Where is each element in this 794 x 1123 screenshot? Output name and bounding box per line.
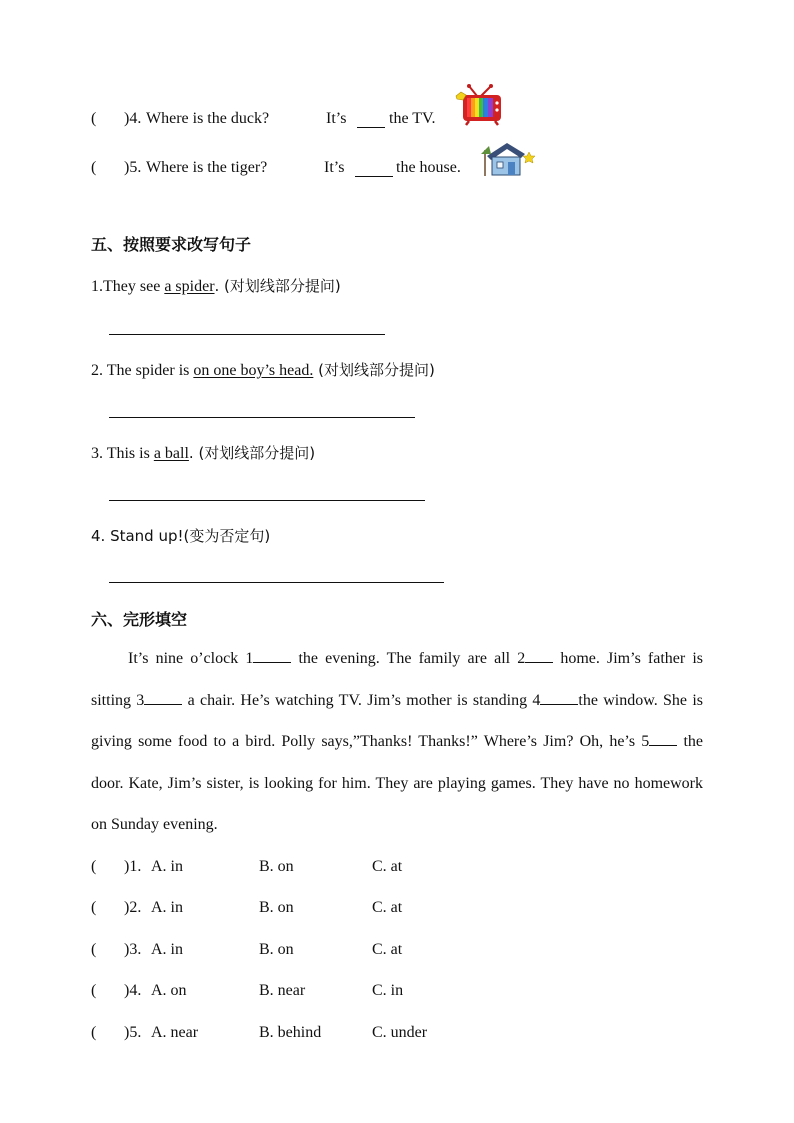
underlined-phrase: on one boy’s head. — [193, 362, 314, 379]
cloze-blank-1[interactable] — [253, 648, 291, 663]
option-b[interactable]: B. near — [259, 982, 306, 999]
question-text: Where is the duck? — [146, 110, 270, 127]
rewrite-item-2 — [91, 359, 435, 380]
option-c[interactable]: C. under — [372, 1024, 428, 1041]
rewrite-item-3 — [91, 442, 315, 463]
answer-suffix: the house. — [396, 159, 461, 176]
question-number: )4. — [124, 110, 142, 127]
question-number: )5. — [124, 159, 142, 176]
option-a[interactable]: A. in — [151, 941, 183, 958]
instruction: . (对划线部分提问) — [214, 277, 341, 295]
cloze-passage — [91, 638, 703, 846]
cloze-blank-2[interactable] — [525, 648, 553, 663]
open-paren: ( — [91, 941, 97, 958]
question-text: Where is the tiger? — [146, 159, 268, 176]
question-number: )5. — [124, 1024, 142, 1041]
option-a[interactable]: A. in — [151, 858, 183, 875]
open-paren: ( — [91, 982, 97, 999]
answer-suffix: the TV. — [389, 110, 436, 127]
option-a[interactable]: A. near — [151, 1024, 199, 1041]
answer-prefix: It’s — [324, 159, 345, 176]
answer-blank[interactable] — [357, 113, 385, 128]
answer-blank[interactable] — [355, 162, 393, 177]
rewrite-prefix: 4. Stand up!(变为否定句) — [91, 527, 271, 545]
rewrite-prefix: 3. This is — [91, 445, 154, 462]
question-number: )2. — [124, 899, 142, 916]
answer-line-3[interactable] — [109, 500, 425, 501]
instruction: . (对划线部分提问) — [188, 444, 316, 462]
passage-text: a chair. He’s watching TV. Jim’s mother is standing 4 — [182, 691, 541, 709]
cloze-blank-4[interactable] — [540, 690, 578, 705]
section6-title: 六、完形填空 — [91, 610, 188, 629]
passage-text: It’s nine o’clock 1 — [128, 650, 254, 667]
open-paren: ( — [91, 858, 97, 875]
option-b[interactable]: B. behind — [259, 1024, 322, 1041]
open-paren: ( — [91, 110, 97, 127]
cloze-blank-5[interactable] — [649, 731, 677, 746]
rewrite-prefix: 1.They see — [91, 278, 165, 295]
section5-title: 五、按照要求改写句子 — [91, 235, 252, 254]
open-paren: ( — [91, 899, 97, 916]
answer-line-2[interactable] — [109, 417, 415, 418]
option-c[interactable]: C. at — [372, 899, 403, 916]
question-number: )4. — [124, 982, 142, 999]
option-c[interactable]: C. in — [372, 982, 404, 999]
rewrite-item-1 — [91, 275, 341, 296]
cloze-blank-3[interactable] — [144, 690, 182, 705]
tv-icon — [455, 84, 503, 126]
question-number: )1. — [124, 858, 142, 875]
instruction: (对划线部分提问) — [313, 361, 435, 379]
option-b[interactable]: B. on — [259, 899, 294, 916]
option-a[interactable]: A. in — [151, 899, 183, 916]
option-b[interactable]: B. on — [259, 941, 294, 958]
option-b[interactable]: B. on — [259, 858, 294, 875]
passage-text: the evening. The family are all 2 — [291, 650, 526, 667]
answer-line-1[interactable] — [109, 334, 385, 335]
open-paren: ( — [91, 159, 97, 176]
rewrite-prefix: 2. The spider is — [91, 362, 194, 379]
rewrite-item-4 — [91, 525, 270, 546]
underlined-phrase: a spider — [164, 278, 215, 295]
passage-text: home. Jim’s father is sitting 3 — [91, 650, 703, 709]
option-c[interactable]: C. at — [372, 858, 403, 875]
question-number: )3. — [124, 941, 142, 958]
option-c[interactable]: C. at — [372, 941, 403, 958]
underlined-phrase: a ball — [153, 445, 189, 462]
answer-prefix: It’s — [326, 110, 347, 127]
house-icon — [481, 140, 537, 178]
passage-text: the door. Kate, Jim’s sister, is looking for him. They are playing games. They have no homework on Sunday evening. — [91, 733, 704, 833]
open-paren: ( — [91, 1024, 97, 1041]
answer-line-4[interactable] — [109, 582, 444, 583]
passage-text: the window. She is giving some food to a bird. Polly says,”Thanks! Thanks!” Where’s Jim? Oh, he’s 5 — [91, 691, 704, 750]
option-a[interactable]: A. on — [151, 982, 187, 999]
